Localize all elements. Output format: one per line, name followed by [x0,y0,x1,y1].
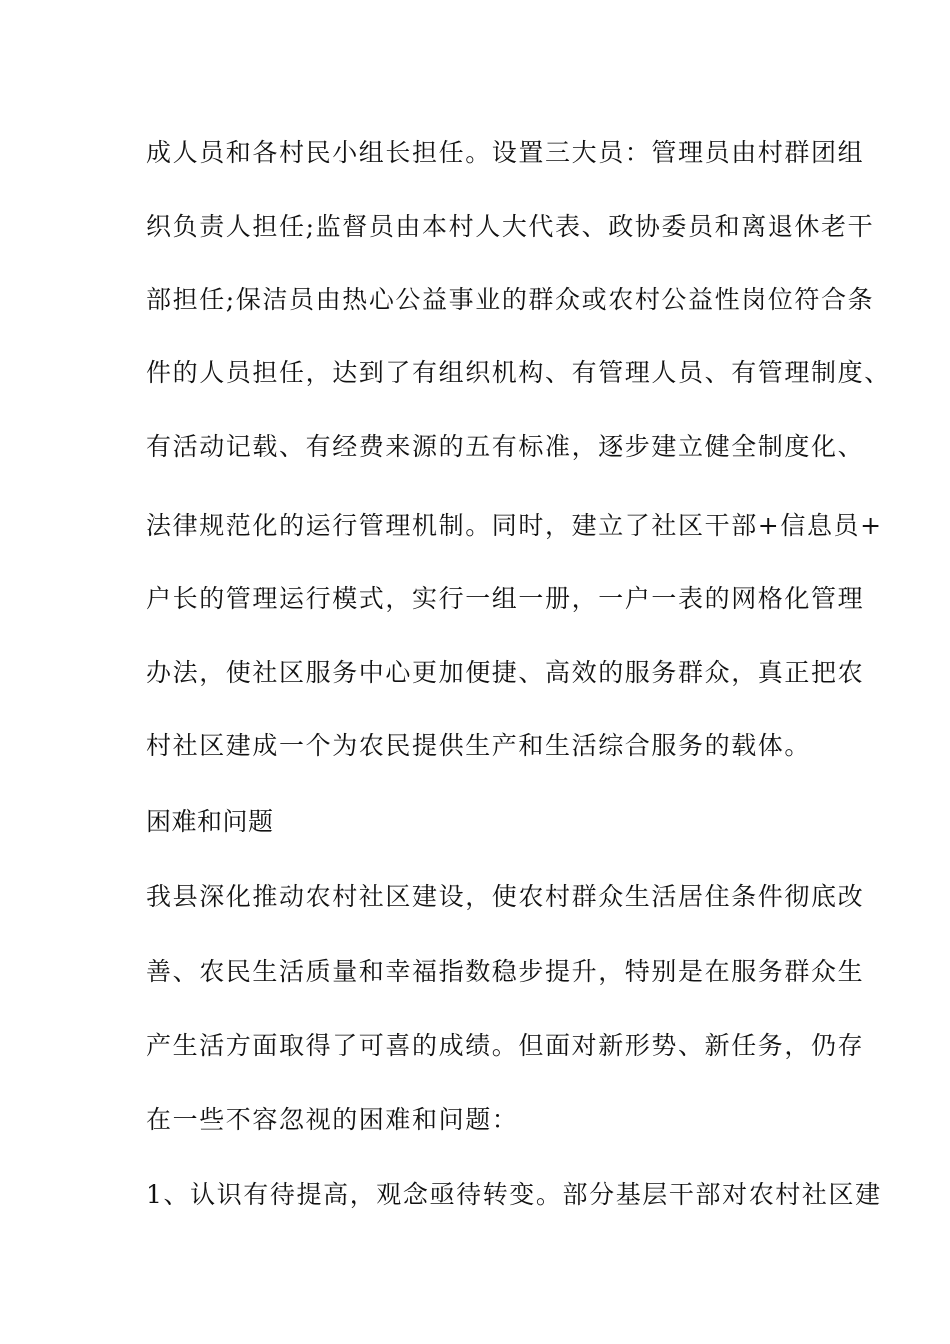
paragraph-line: 村社区建成一个为农民提供生产和生活综合服务的载体。 [146,731,812,760]
paragraph-line: 产生活方面取得了可喜的成绩。但面对新形势、新任务，仍存 [146,1031,865,1060]
paragraph-line: 我县深化推动农村社区建设，使农村群众生活居住条件彻底改 [146,882,865,911]
paragraph-line: 成人员和各村民小组长担任。设置三大员：管理员由村群团组 [146,138,865,167]
paragraph-line: 部担任;保洁员由热心公益事业的群众或农村公益性岗位符合条 [146,285,875,314]
paragraph-line: 善、农民生活质量和幸福指数稳步提升，特别是在服务群众生 [146,957,865,986]
paragraph-line: 办法，使社区服务中心更加便捷、高效的服务群众，真正把农 [146,658,865,687]
paragraph-line: 件的人员担任，达到了有组织机构、有管理人员、有管理制度、 [146,358,891,387]
paragraph-line: 在一些不容忽视的困难和问题： [146,1105,519,1134]
paragraph-line: 有活动记载、有经费来源的五有标准，逐步建立健全制度化、 [146,432,865,461]
paragraph-line: 1、认识有待提高，观念亟待转变。部分基层干部对农村社区建 [146,1180,882,1209]
section-heading: 困难和问题 [146,807,274,836]
paragraph-line: 户长的管理运行模式，实行一组一册，一户一表的网格化管理 [146,584,865,613]
paragraph-line: 法律规范化的运行管理机制。同时，建立了社区干部+信息员+ [146,511,883,540]
paragraph-line: 织负责人担任;监督员由本村人大代表、政协委员和离退休老干 [146,212,875,241]
